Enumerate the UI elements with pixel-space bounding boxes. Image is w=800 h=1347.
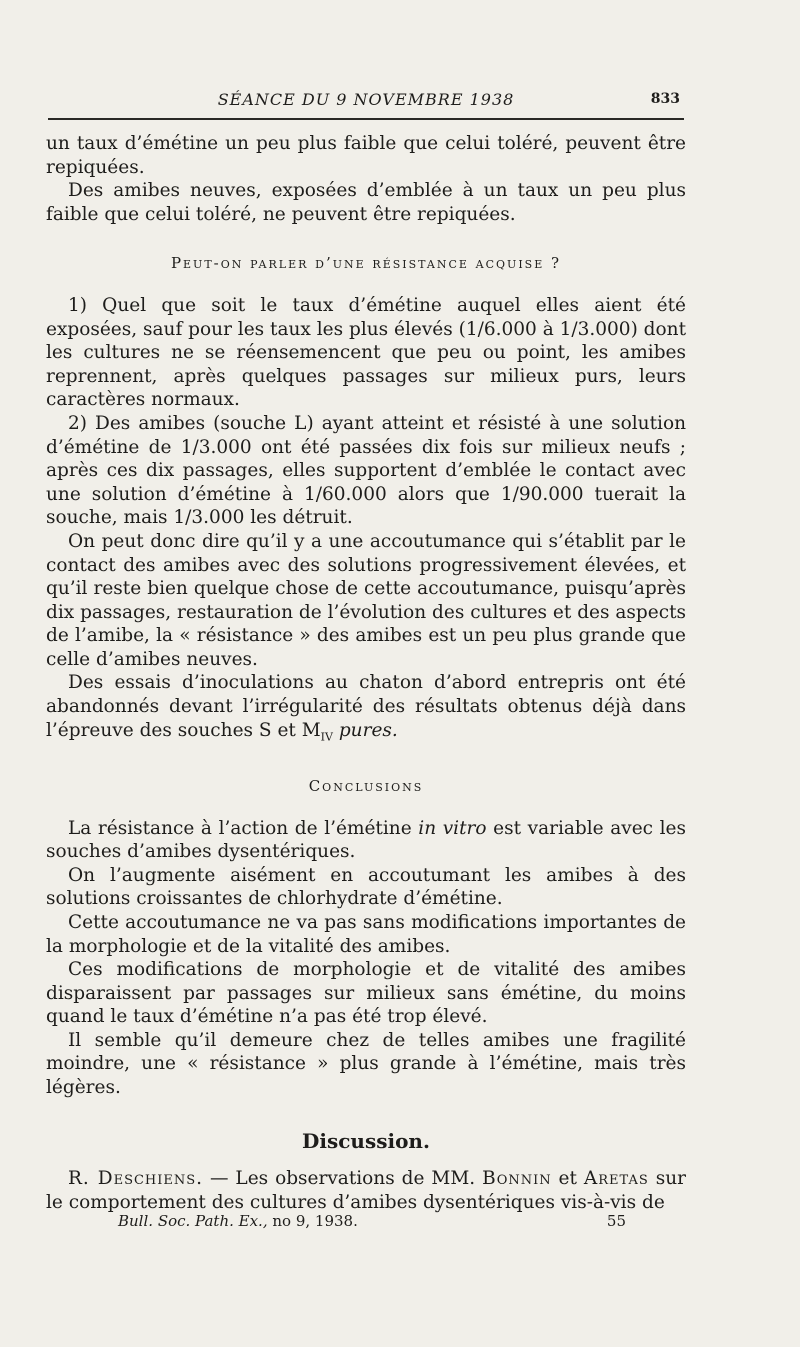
footer-citation-issue: no 9, 1938.	[272, 1212, 358, 1230]
discussion-name-aretas: Aretas	[583, 1168, 649, 1190]
paragraph-8: On l’augmente aisément en accoutumant les amibes à des solutions croissantes de chlorhydrate d’émétine.	[46, 864, 686, 910]
section-heading-resistance-text: Peut-on parler d’une résistance acquise ?	[170, 254, 562, 273]
running-head-title: SÉANCE DU 9 NOVEMBRE 1938	[217, 90, 515, 109]
paragraph-3: 1) Quel que soit le taux d’émétine auquel elles aient été exposées, sauf pour les taux les plus élevés (1/6.000 à 1/3.000) dont les cultures ne se réensemencent que peu ou point, les amibes reprennent, après quelques passages sur milieux purs, leurs caractères normaux.	[46, 294, 686, 411]
paragraph-2: Des amibes neuves, exposées d’emblée à un taux un peu plus faible que celui toléré, ne peuvent être repiquées.	[46, 180, 686, 225]
body-text	[46, 132, 686, 1214]
section-heading-conclusions	[46, 775, 686, 799]
paragraph-7	[46, 817, 686, 864]
section-heading-resistance	[46, 252, 686, 276]
section-heading-conclusions-text: Conclusions	[308, 776, 424, 795]
running-header	[48, 90, 684, 120]
discussion-and: et	[558, 1168, 577, 1190]
paragraph-1: un taux d’émétine un peu plus faible que celui toléré, peuvent être repiquées.	[46, 133, 686, 178]
discussion-paragraph-1	[46, 1167, 686, 1214]
paragraph-7-text-a: La résistance à l’action de l’émétine	[68, 817, 412, 839]
paragraph-7-italic: in vitro	[418, 817, 487, 839]
paragraph-6-subscript: IV	[320, 730, 333, 744]
discussion-text-a: — Les observations de MM.	[209, 1168, 476, 1190]
discussion-heading: Discussion.	[302, 1128, 430, 1153]
paragraph-4: 2) Des amibes (souche L) ayant atteint et résisté à une solution d’émétine de 1/3.000 ont été passées dix fois sur milieux neufs ; après ces dix passages, elles supportent d’emblée le contact avec une solution d’émétine à 1/60.000 alors que 1/90.000 tuerait la souche, mais 1/3.000 les détruit.	[46, 412, 686, 529]
discussion-author: R. Deschiens.	[68, 1168, 204, 1190]
paragraph-5: On peut donc dire qu’il y a une accoutumance qui s’établit par le contact des amibes avec des solutions progressivement élevées, et qu’il reste bien quelque chose de cette accoutumance, puisqu’après dix passages, restauration de l’évolution des cultures et des aspects de l’amibe, la « résistance » des amibes est un peu plus grande que celle d’amibes neuves.	[46, 530, 686, 670]
page-footer	[118, 1212, 638, 1236]
paragraph-9: Cette accoutumance ne va pas sans modifications importantes de la morphologie et de la vitalité des amibes.	[46, 911, 686, 957]
paragraph-11: Il semble qu’il demeure chez de telles amibes une fragilité moindre, une « résistance » plus grande à l’émétine, mais très légères.	[46, 1029, 686, 1099]
paragraph-6-text: Des essais d’inoculations au chaton d’abord entrepris ont été abandonnés devant l’irrégularité des résultats obtenus déjà dans l’épreuve des souches S et M	[46, 672, 686, 741]
discussion-name-bonnin: Bonnin	[482, 1168, 552, 1190]
footer-citation-journal: Bull. Soc. Path. Ex.,	[118, 1212, 268, 1230]
paragraph-6-italic: pures.	[338, 719, 398, 741]
discussion-text-b: sur le comportement des cultures d’amibes dysentériques vis-à-vis de	[46, 1168, 686, 1213]
footer-sheet-number: 55	[606, 1212, 626, 1230]
paragraph-6	[46, 671, 686, 748]
page-number: 833	[650, 91, 680, 107]
paragraph-10: Ces modifications de morphologie et de vitalité des amibes disparaissent par passages sur milieux sans émétine, du moins quand le taux d’émétine n’a pas été trop élevé.	[46, 959, 686, 1028]
paragraph-7-text-b: est variable avec les souches d’amibes dysentériques.	[46, 817, 686, 863]
